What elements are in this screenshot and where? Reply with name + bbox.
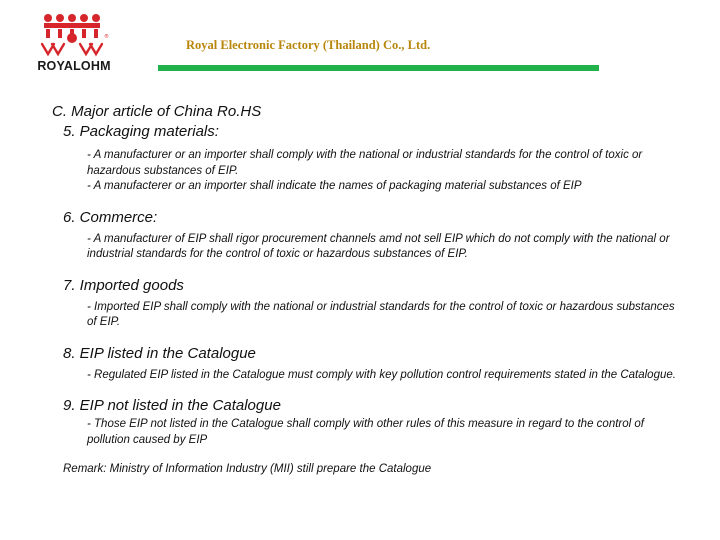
logo-wordmark: ROYALOHM [37,59,111,73]
company-name: Royal Electronic Factory (Thailand) Co., Ltd. [186,38,431,52]
royalohm-emblem-icon [34,12,114,60]
remark-note: Remark: Ministry of Information Industry (MII) still prepare the Catalogue [63,463,432,475]
section-title: 5. Packaging materials: [63,123,219,140]
section-paragraph: - A manufacterer or an importer shall indicate the names of packaging material substances of EIP [87,180,582,192]
section-title: 6. Commerce: [63,208,158,226]
document-heading: C. Major article of China Ro.HS [52,103,262,120]
section-title: 7. Imported goods [63,276,184,294]
section-title: 8. EIP listed in the Catalogue [63,344,256,362]
header-rule [158,65,599,71]
document-body [52,103,692,477]
svg-text:®: ® [104,34,109,40]
royalohm-logo [34,12,114,76]
section-paragraph: - Regulated EIP listed in the Catalogue must comply with key pollution control requirements stated in the Catalogue. [87,368,676,381]
section-paragraph: - Imported EIP shall comply with the national or industrial standards for the control of toxic or hazardous substances of EIP. [87,300,675,328]
section-title: 9. EIP not listed in the Catalogue [63,397,281,414]
section-paragraph: - A manufacturer or an importer shall comply with the national or industrial standards for the control of toxic or hazardous substances of EIP. [87,149,643,177]
section-paragraph: - Those EIP not listed in the Catalogue shall comply with other rules of this measure in regard to the control of pollution caused by EIP [87,418,644,446]
section-paragraph: - A manufacturer of EIP shall rigor procurement channels amd not sell EIP which do not comply with the national or industrial standards for the control of toxic or hazardous substances of EIP. [87,232,670,260]
